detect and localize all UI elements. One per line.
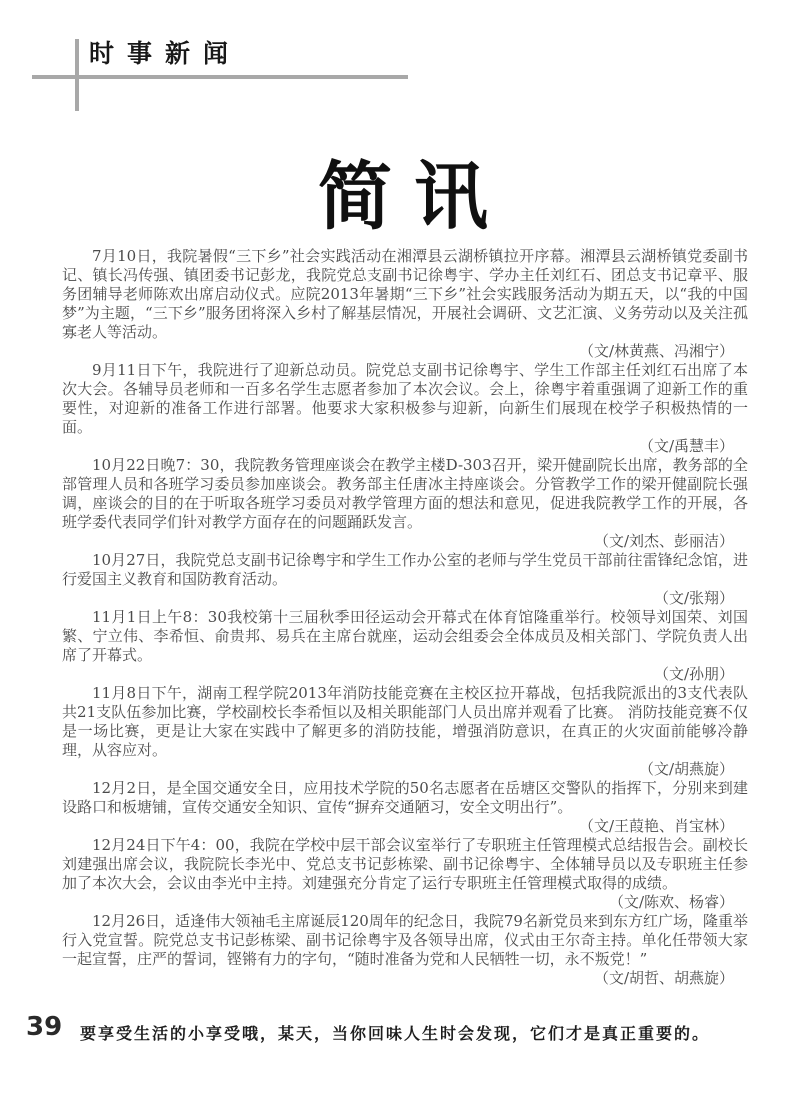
- news-brief-3: [62, 456, 748, 551]
- news-brief-4: [62, 551, 748, 608]
- article-byline: （文/胡燕旋）: [638, 760, 734, 778]
- article-text: 11月1日上午8：30我校第十三届秋季田径运动会开幕式在体育馆隆重举行。校领导刘国荣、刘国繁、宁立伟、李希恒、俞贵邦、易兵在主席台就座，运动会组委会全体成员及相关部门、学院负责人出席了开幕式。: [62, 608, 748, 664]
- article-byline: （文/张翔）: [653, 589, 734, 607]
- news-brief-5: [62, 608, 748, 684]
- article-byline: （文/林黄燕、冯湘宁）: [578, 342, 734, 360]
- header-crosshair-horizontal-rule: [32, 75, 408, 79]
- article-byline: （文/王葭艳、肖宝林）: [578, 817, 734, 835]
- article-byline: （文/孙朋）: [653, 665, 734, 683]
- page-title: 简讯: [318, 154, 510, 240]
- footer-quote: 要享受生活的小享受哦，某天，当你回味人生时会发现，它们才是真正重要的。: [80, 1024, 711, 1043]
- article-text: 10月22日晚7：30，我院教务管理座谈会在教学主楼D-303召开，梁开健副院长出席，教务部的全部管理人员和各班学习委员参加座谈会。教务部主任唐冰主持座谈会。分管教学工作的梁开健副院长强调，座谈会的目的在于听取各班学习委员对教学管理方面的想法和意见，促进我院教学工作的开展，各班学委代表同学们针对教学方面存在的问题踊跃发言。: [62, 456, 748, 531]
- news-brief-2: [62, 361, 748, 456]
- article-byline: （文/陈欢、杨睿）: [608, 893, 734, 911]
- article-text: 9月11日下午，我院进行了迎新总动员。院党总支副书记徐粤宇、学生工作部主任刘红石出席了本次大会。各辅导员老师和一百多名学生志愿者参加了本次会议。会上，徐粤宇着重强调了迎新工作的重要性，对迎新的准备工作进行部署。他要求大家积极参与迎新，向新生们展现在校学子积极热情的一面。: [62, 361, 748, 436]
- articles-column: [62, 247, 748, 988]
- article-text: 11月8日下午，湖南工程学院2013年消防技能竞赛在主校区拉开幕战，包括我院派出的3支代表队共21支队伍参加比赛，学校副校长李希恒以及相关职能部门人员出席并观看了比赛。 消防技能竞赛不仅是一场比赛，更是让大家在实践中了解更多的消防技能，增强消防意识，在真正的火灾面前能够冷静理，从容应对。: [62, 684, 748, 759]
- article-text: 12月26日，适逢伟大领袖毛主席诞辰120周年的纪念日，我院79名新党员来到东方红广场，隆重举行入党宣誓。院党总支书记彭栋梁、副书记徐粤宇及各领导出席，仪式由王尔奇主持。单化任带领大家一起宣誓，庄严的誓词，铿锵有力的字句，“随时准备为党和人民牺牲一切，永不叛党！”: [62, 912, 748, 968]
- news-brief-6: [62, 684, 748, 779]
- news-brief-7: [62, 779, 748, 836]
- article-byline: （文/刘杰、彭丽洁）: [593, 532, 734, 550]
- news-brief-8: [62, 836, 748, 912]
- article-text: 12月2日，是全国交通安全日，应用技术学院的50名志愿者在岳塘区交警队的指挥下，分别来到建设路口和板塘铺，宣传交通安全知识、宣传“摒弃交通陋习，安全文明出行”。: [62, 779, 748, 816]
- news-brief-9: [62, 912, 748, 988]
- article-text: 10月27日，我院党总支副书记徐粤宇和学生工作办公室的老师与学生党员干部前往雷锋纪念馆，进行爱国主义教育和国防教育活动。: [62, 551, 748, 588]
- page-number: 39: [26, 1012, 63, 1042]
- news-brief-1: [62, 247, 748, 361]
- article-text: 7月10日，我院暑假“三下乡”社会实践活动在湘潭县云湖桥镇拉开序幕。湘潭县云湖桥镇党委副书记、镇长冯传强、镇团委书记彭龙，我院党总支副书记徐粤宇、学办主任刘红石、团总支书记章平、服务团辅导老师陈欢出席启动仪式。应院2013年暑期“三下乡”社会实践服务活动为期五天，以“我的中国梦”为主题，“三下乡”服务团将深入乡村了解基层情况，开展社会调研、文艺汇演、义务劳动以及关注孤寡老人等活动。: [62, 247, 748, 341]
- article-byline: （文/胡哲、胡燕旋）: [593, 969, 734, 987]
- section-label: 时事新闻: [89, 39, 242, 68]
- article-byline: （文/禹慧丰）: [638, 437, 734, 455]
- article-text: 12月24日下午4：00，我院在学校中层干部会议室举行了专职班主任管理模式总结报告会。副校长刘建强出席会议，我院院长李光中、党总支书记彭栋梁、副书记徐粤宇、全体辅导员以及专职班主任参加了本次大会，会议由李光中主持。刘建强充分肯定了运行专职班主任管理模式取得的成绩。: [62, 836, 748, 892]
